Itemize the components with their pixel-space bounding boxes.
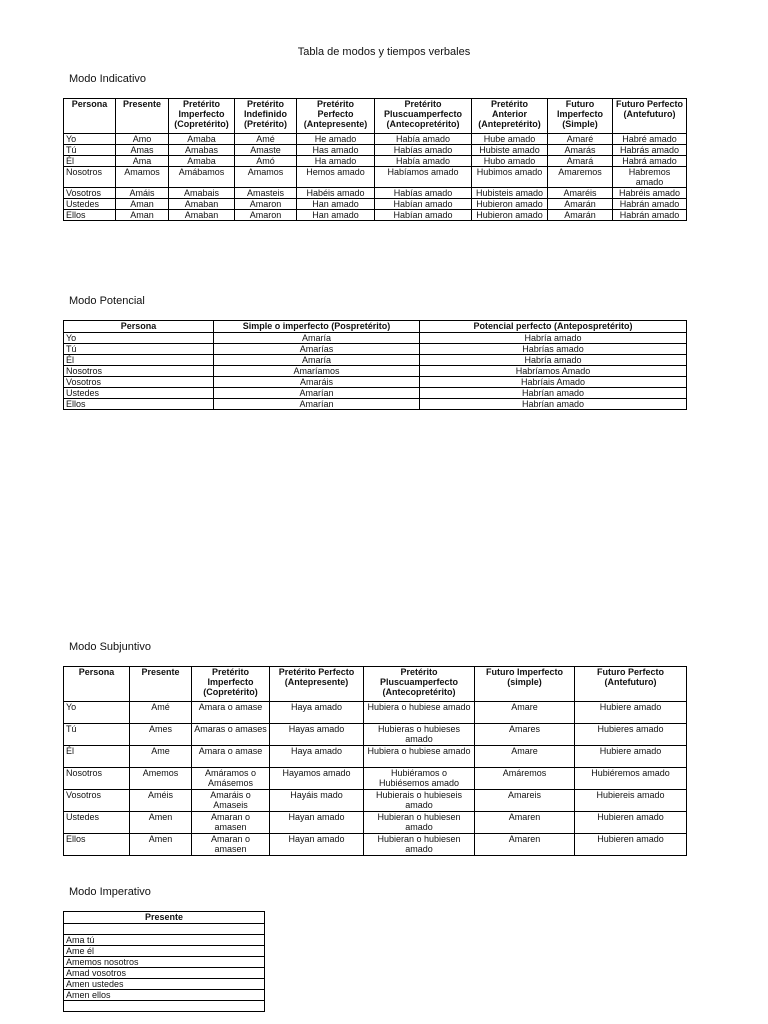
conjugation-cell: Habías amado (375, 188, 472, 199)
persona-cell: Tú (64, 344, 214, 355)
conjugation-cell: Amen (130, 812, 192, 834)
table-row (64, 979, 265, 990)
conjugation-cell: Habrían amado (420, 399, 687, 410)
indicativo-heading: Modo Indicativo (69, 73, 147, 85)
conjugation-cell: Hubieron amado (472, 210, 548, 221)
conjugation-cell: Habías amado (375, 145, 472, 156)
conjugation-cell: Hubiere amado (575, 702, 687, 724)
column-header: Presente (64, 912, 265, 924)
table-row (64, 990, 265, 1001)
table-row (64, 156, 687, 167)
persona-cell: Ama tú (64, 935, 265, 946)
column-header: Potencial perfecto (Antepospretérito) (420, 321, 687, 333)
conjugation-cell: Ame (130, 746, 192, 768)
table-row (64, 344, 687, 355)
table-row (64, 366, 687, 377)
table-row (64, 199, 687, 210)
conjugation-cell: Hubiera o hubiese amado (364, 702, 475, 724)
conjugation-cell: Amaría (214, 355, 420, 366)
conjugation-cell: Amó (235, 156, 297, 167)
table-row (64, 1001, 265, 1012)
conjugation-cell: Amaréis (548, 188, 613, 199)
column-header: Presente (130, 667, 192, 702)
column-header: Futuro Perfecto (Antefuturo) (575, 667, 687, 702)
conjugation-cell: Ames (130, 724, 192, 746)
conjugation-cell: Amaban (169, 199, 235, 210)
table-header-row (64, 321, 687, 333)
conjugation-cell: Amaba (169, 156, 235, 167)
persona-cell: Nosotros (64, 768, 130, 790)
table-header-row (64, 667, 687, 702)
conjugation-cell: Amaron (235, 210, 297, 221)
persona-cell: Amemos nosotros (64, 957, 265, 968)
table-row (64, 968, 265, 979)
persona-cell: Ustedes (64, 812, 130, 834)
conjugation-cell: Haya amado (270, 746, 364, 768)
persona-cell: Yo (64, 702, 130, 724)
column-header: Futuro Imperfecto (Simple) (548, 99, 613, 134)
conjugation-cell: Hayan amado (270, 834, 364, 856)
conjugation-cell: Hubisteis amado (472, 188, 548, 199)
conjugation-cell: Amare (475, 702, 575, 724)
conjugation-cell: Hubieres amado (575, 724, 687, 746)
table-row (64, 924, 265, 935)
conjugation-cell: Hubierais o hubieseis amado (364, 790, 475, 812)
column-header: Persona (64, 667, 130, 702)
persona-cell: Yo (64, 134, 116, 145)
conjugation-cell: Amarás (548, 145, 613, 156)
conjugation-cell: Amé (130, 702, 192, 724)
conjugation-cell: Hemos amado (297, 167, 375, 188)
conjugation-cell: Amaron (235, 199, 297, 210)
persona-cell: Vosotros (64, 377, 214, 388)
conjugation-cell: Amáis (116, 188, 169, 199)
conjugation-cell: Amara o amase (192, 702, 270, 724)
table-row (64, 388, 687, 399)
conjugation-cell: Hayáis mado (270, 790, 364, 812)
conjugation-cell: Hubiste amado (472, 145, 548, 156)
conjugation-cell: Hubiere amado (575, 746, 687, 768)
conjugation-cell: Habrían amado (420, 388, 687, 399)
column-header: Persona (64, 99, 116, 134)
conjugation-cell: Ama (116, 156, 169, 167)
persona-cell: Amen ellos (64, 990, 265, 1001)
conjugation-cell: Amaras o amases (192, 724, 270, 746)
conjugation-cell: Amáramos o Amásemos (192, 768, 270, 790)
conjugation-cell: Amaren (475, 812, 575, 834)
potencial-table (63, 320, 687, 410)
table-row (64, 210, 687, 221)
conjugation-cell: Había amado (375, 134, 472, 145)
conjugation-cell: Habría amado (420, 355, 687, 366)
table-row (64, 834, 687, 856)
conjugation-cell: Amaré (548, 134, 613, 145)
conjugation-cell: Habéis amado (297, 188, 375, 199)
conjugation-cell: Amen (130, 834, 192, 856)
conjugation-cell: Hubieras o hubieses amado (364, 724, 475, 746)
conjugation-cell: Amemos (130, 768, 192, 790)
potencial-heading: Modo Potencial (69, 295, 145, 307)
conjugation-cell: Amares (475, 724, 575, 746)
conjugation-cell: Amaren (475, 834, 575, 856)
conjugation-cell: Aman (116, 199, 169, 210)
conjugation-cell: Habrán amado (613, 199, 687, 210)
table-row (64, 333, 687, 344)
conjugation-cell: Habremos amado (613, 167, 687, 188)
conjugation-cell: Habría amado (420, 333, 687, 344)
column-header: Pretérito Perfecto (Antepresente) (297, 99, 375, 134)
persona-cell: Ame él (64, 946, 265, 957)
conjugation-cell: Habrá amado (613, 156, 687, 167)
conjugation-cell: Amare (475, 746, 575, 768)
conjugation-cell: Amamos (235, 167, 297, 188)
conjugation-cell: Amamos (116, 167, 169, 188)
conjugation-cell: Hubieren amado (575, 834, 687, 856)
table-row (64, 935, 265, 946)
conjugation-cell: Hubiéramos o Hubiésemos amado (364, 768, 475, 790)
table-row (64, 946, 265, 957)
imperativo-heading: Modo Imperativo (69, 886, 151, 898)
persona-cell: Ellos (64, 210, 116, 221)
subjuntivo-heading: Modo Subjuntivo (69, 641, 151, 653)
table-row (64, 377, 687, 388)
column-header: Pretérito Imperfecto (Copretérito) (169, 99, 235, 134)
indicativo-table (63, 98, 687, 221)
persona-cell: Ellos (64, 399, 214, 410)
table-row (64, 134, 687, 145)
conjugation-cell: Habríais Amado (420, 377, 687, 388)
conjugation-cell: Améis (130, 790, 192, 812)
conjugation-cell: Hubo amado (472, 156, 548, 167)
table-row (64, 768, 687, 790)
table-row (64, 355, 687, 366)
conjugation-cell: Amará (548, 156, 613, 167)
column-header: Pretérito Anterior (Antepretérito) (472, 99, 548, 134)
conjugation-cell: Habíamos amado (375, 167, 472, 188)
table-row (64, 188, 687, 199)
column-header: Futuro Perfecto (Antefuturo) (613, 99, 687, 134)
conjugation-cell: Amaría (214, 333, 420, 344)
conjugation-cell: Hayan amado (270, 812, 364, 834)
conjugation-cell: Amarían (214, 388, 420, 399)
persona-cell: Tú (64, 145, 116, 156)
column-header: Simple o imperfecto (Pospretérito) (214, 321, 420, 333)
conjugation-cell: Ha amado (297, 156, 375, 167)
table-row (64, 167, 687, 188)
conjugation-cell: Hubieran o hubiesen amado (364, 834, 475, 856)
conjugation-cell: Hubiereis amado (575, 790, 687, 812)
conjugation-cell: Amaráis o Amaseis (192, 790, 270, 812)
persona-cell: Ustedes (64, 388, 214, 399)
conjugation-cell: Amarán (548, 199, 613, 210)
conjugation-cell: Amas (116, 145, 169, 156)
conjugation-cell: Amareis (475, 790, 575, 812)
persona-cell: Él (64, 355, 214, 366)
persona-cell (64, 1001, 265, 1012)
persona-cell: Ustedes (64, 199, 116, 210)
table-row (64, 724, 687, 746)
conjugation-cell: Amaban (169, 210, 235, 221)
conjugation-cell: Hubieran o hubiesen amado (364, 812, 475, 834)
persona-cell: Tú (64, 724, 130, 746)
conjugation-cell: Haya amado (270, 702, 364, 724)
conjugation-cell: Amaba (169, 134, 235, 145)
conjugation-cell: Hubieren amado (575, 812, 687, 834)
persona-cell: Nosotros (64, 366, 214, 377)
conjugation-cell: Hubimos amado (472, 167, 548, 188)
conjugation-cell: Amaran o amasen (192, 834, 270, 856)
imperativo-table (63, 911, 265, 1012)
conjugation-cell: Hayas amado (270, 724, 364, 746)
persona-cell: Vosotros (64, 188, 116, 199)
column-header: Pretérito Perfecto (Antepresente) (270, 667, 364, 702)
table-row (64, 399, 687, 410)
conjugation-cell: Amara o amase (192, 746, 270, 768)
conjugation-cell: Habrán amado (613, 210, 687, 221)
conjugation-cell: He amado (297, 134, 375, 145)
conjugation-cell: Amabais (169, 188, 235, 199)
conjugation-cell: Habrías amado (420, 344, 687, 355)
persona-cell: Amad vosotros (64, 968, 265, 979)
persona-cell: Yo (64, 333, 214, 344)
column-header: Pretérito Pluscuamperfecto (Antecopretérito) (375, 99, 472, 134)
conjugation-cell: Aman (116, 210, 169, 221)
conjugation-cell: Amaste (235, 145, 297, 156)
conjugation-cell: Hubieron amado (472, 199, 548, 210)
conjugation-cell: Habrás amado (613, 145, 687, 156)
conjugation-cell: Amábamos (169, 167, 235, 188)
subjuntivo-table (63, 666, 687, 856)
conjugation-cell: Habréis amado (613, 188, 687, 199)
conjugation-cell: Habían amado (375, 199, 472, 210)
column-header: Pretérito Pluscuamperfecto (Antecopretérito) (364, 667, 475, 702)
persona-cell: Nosotros (64, 167, 116, 188)
conjugation-cell: Amaremos (548, 167, 613, 188)
column-header: Presente (116, 99, 169, 134)
conjugation-cell: Habríamos Amado (420, 366, 687, 377)
conjugation-cell: Hubiéremos amado (575, 768, 687, 790)
conjugation-cell: Han amado (297, 199, 375, 210)
conjugation-cell: Amaran o amasen (192, 812, 270, 834)
conjugation-cell: Amarían (214, 399, 420, 410)
conjugation-cell: Amé (235, 134, 297, 145)
table-row (64, 145, 687, 156)
conjugation-cell: Amasteis (235, 188, 297, 199)
conjugation-cell: Hubiera o hubiese amado (364, 746, 475, 768)
conjugation-cell: Habían amado (375, 210, 472, 221)
conjugation-cell: Amaríamos (214, 366, 420, 377)
persona-cell: Él (64, 746, 130, 768)
table-row (64, 812, 687, 834)
column-header: Futuro Imperfecto (simple) (475, 667, 575, 702)
column-header: Pretérito Indefinido (Pretérito) (235, 99, 297, 134)
conjugation-cell: Amaráis (214, 377, 420, 388)
table-header-row (64, 912, 265, 924)
conjugation-cell: Amarán (548, 210, 613, 221)
conjugation-cell: Has amado (297, 145, 375, 156)
conjugation-cell: Habré amado (613, 134, 687, 145)
page-title: Tabla de modos y tiempos verbales (297, 46, 471, 58)
persona-cell: Amen ustedes (64, 979, 265, 990)
table-row (64, 702, 687, 724)
conjugation-cell: Amo (116, 134, 169, 145)
conjugation-cell: Hube amado (472, 134, 548, 145)
persona-cell: Él (64, 156, 116, 167)
conjugation-cell: Amarías (214, 344, 420, 355)
column-header: Persona (64, 321, 214, 333)
conjugation-cell: Han amado (297, 210, 375, 221)
conjugation-cell: Hayamos amado (270, 768, 364, 790)
conjugation-cell: Amabas (169, 145, 235, 156)
persona-cell (64, 924, 265, 935)
column-header: Pretérito Imperfecto (Copretérito) (192, 667, 270, 702)
table-row (64, 957, 265, 968)
table-row (64, 790, 687, 812)
persona-cell: Ellos (64, 834, 130, 856)
conjugation-cell: Había amado (375, 156, 472, 167)
table-row (64, 746, 687, 768)
conjugation-cell: Amáremos (475, 768, 575, 790)
persona-cell: Vosotros (64, 790, 130, 812)
table-header-row (64, 99, 687, 134)
